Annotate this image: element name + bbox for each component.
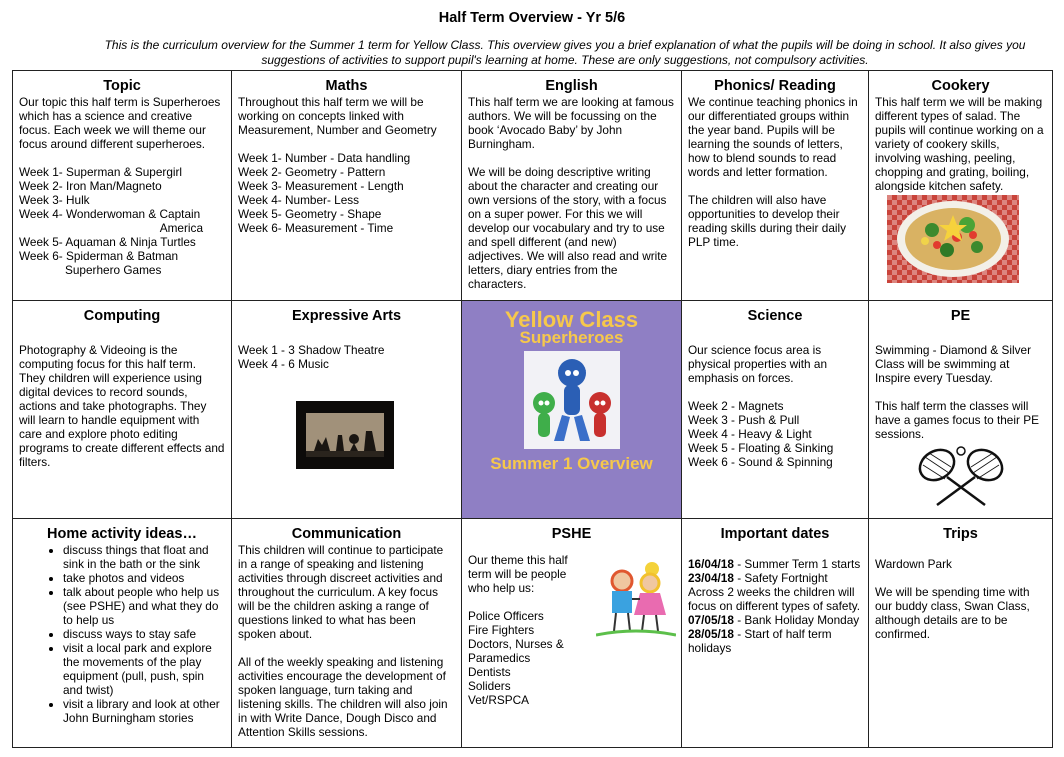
list-item: • talk about people who help us (see PSHE) and what they do to help us [63, 585, 225, 627]
communication-cell [232, 519, 462, 748]
science-week: Week 6 - Sound & Spinning [688, 455, 833, 469]
date-text: - Bank Holiday Monday [733, 613, 860, 627]
arts-text: Week 1 - 3 Shadow Theatre [238, 343, 385, 357]
english-heading: English [545, 78, 598, 94]
science-week: Week 3 - Push & Pull [688, 413, 800, 427]
pe-cell [869, 301, 1053, 519]
maths-week: Week 1- Number - Data handling [238, 151, 411, 165]
date-value: 28/05/18 [688, 627, 734, 641]
date-entry [688, 557, 862, 571]
tennis-rackets-icon [913, 445, 1009, 511]
topic-week: Week 6- Spiderman & Batman [19, 249, 179, 263]
arts-text: Week 4 - 6 Music [238, 357, 329, 371]
science-week: Week 5 - Floating & Sinking [688, 441, 834, 455]
computing-heading: Computing [83, 308, 161, 324]
maths-week: Week 4- Number- Less [238, 193, 360, 207]
maths-week: Week 6- Measurement - Time [238, 221, 394, 235]
list-item: • discuss ways to stay safe [63, 627, 225, 641]
science-week: Week 2 - Magnets [688, 399, 784, 413]
topic-week-cont: Superhero Games [65, 263, 162, 277]
science-week: Week 4 - Heavy & Light [688, 427, 812, 441]
date-text: - Summer Term 1 starts [733, 557, 861, 571]
topic-week: Week 4- Wonderwoman & Captain [19, 207, 201, 221]
class-name: Yellow Class [504, 307, 639, 332]
phonics-cell [682, 71, 869, 301]
arts-heading: Expressive Arts [291, 308, 402, 324]
date-text: - Safety Fortnight Across 2 weeks the children will focus on different types of safety. [688, 571, 861, 613]
shadow-theatre-image [296, 401, 394, 469]
pshe-cell [462, 519, 682, 748]
trips-text: We will be spending time with our buddy class, Swan Class, although details are to be confirmed. [875, 585, 1030, 641]
trips-heading: Trips [943, 526, 978, 542]
list-item: • visit a library and look at other John Burningham stories [63, 697, 225, 725]
pshe-item: Dentists [468, 665, 511, 679]
cookery-text: This half term we will be making different types of salad. The pupils will continue working on a variety of cookery skills, involving washing, peeling, chopping and grating, boiling, alongside kitchen safety. [875, 95, 1044, 193]
communication-text: All of the weekly speaking and listening activities encourage the development of spoken language, turn taking and listening skills. The children will also join in with Write Dance, Dough Disco and Attention Skills sessions. [238, 655, 448, 739]
maths-text: Throughout this half term we will be working on concepts linked with Measurement, Number and Geometry [238, 95, 437, 137]
science-heading: Science [747, 308, 803, 324]
home-activity-list [19, 543, 225, 725]
pe-text: Swimming - Diamond & Silver Class will be swimming at Inspire every Tuesday. [875, 343, 1032, 385]
pshe-heading: PSHE [551, 526, 592, 542]
home-heading: Home activity ideas… [47, 526, 197, 542]
topic-week-cont: America [159, 221, 203, 235]
trips-cell [869, 519, 1053, 748]
yellow-class-cell [462, 301, 682, 519]
arts-cell [232, 301, 462, 519]
topic-week: Week 1- Superman & Supergirl [19, 165, 183, 179]
pshe-item: Soliders [468, 679, 511, 693]
date-entry [688, 627, 862, 655]
science-text: Our science focus area is physical properties with an emphasis on forces. [688, 343, 828, 385]
date-value: 07/05/18 [688, 613, 734, 627]
pshe-item: Paramedics [468, 651, 531, 665]
communication-text: This children will continue to participate in a range of speaking and listening activities through discreet activities and throughout the curriculum. A key focus will be the children asking a range of questions linked to what has been spoken about. [238, 543, 444, 641]
list-item: • discuss things that float and sink in the bath or the sink [63, 543, 225, 571]
english-text: This half term we are looking at famous authors. We will be focussing on the book ‘Avocado Baby’ by John Burningham. [468, 95, 674, 151]
communication-heading: Communication [291, 526, 402, 542]
date-entry [688, 613, 862, 627]
topic-week: Week 2- Iron Man/Magneto [19, 179, 162, 193]
home-activity-cell [13, 519, 232, 748]
date-value: 16/04/18 [688, 557, 734, 571]
cookery-heading: Cookery [931, 78, 990, 94]
children-drawing-image [596, 559, 676, 637]
pshe-item: Doctors, Nurses & [468, 637, 564, 651]
dates-cell [682, 519, 869, 748]
topic-text: Our topic this half term is Superheroes which has a science and creative focus. Each week we will theme our focus around different superheroes. [19, 95, 221, 151]
pe-text: This half term the classes will have a games focus to their PE sessions. [875, 399, 1039, 441]
intro-text: This is the curriculum overview for the Summer 1 term for Yellow Class. This overview gives you a brief explanation of what the pupils will be doing in school. It also gives you suggestions of activities to support pupil's learning at home. These are only suggestions, not compulsory activities. [104, 38, 1026, 67]
maths-week: Week 5- Geometry - Shape [238, 207, 382, 221]
overview-grid [12, 70, 1053, 748]
topic-week: Week 5- Aquaman & Ninja Turtles [19, 235, 196, 249]
salad-bowl-image [887, 195, 1019, 283]
pshe-item: Vet/RSPCA [468, 693, 529, 707]
pshe-text: Our theme this half term will be people who help us: [468, 553, 568, 595]
pe-heading: PE [950, 308, 971, 324]
topic-cell [13, 71, 232, 301]
page-title: Half Term Overview - Yr 5/6 [438, 10, 626, 26]
cookery-cell [869, 71, 1053, 301]
pshe-item: Fire Fighters [468, 623, 535, 637]
list-item: • visit a local park and explore the movements of the play equipment (pull, push, spin and twist) [63, 641, 225, 697]
phonics-text: We continue teaching phonics in our differentiated groups within the year band. Pupils will be learning the sounds of letters, how to blend sounds to read words and letter formation. [688, 95, 858, 179]
maths-week: Week 2- Geometry - Pattern [238, 165, 386, 179]
topic-week: Week 3- Hulk [19, 193, 90, 207]
date-text: - Start of half term holidays [688, 627, 832, 655]
dates-heading: Important dates [720, 526, 830, 542]
trips-text: Wardown Park [875, 557, 952, 571]
maths-cell [232, 71, 462, 301]
overview-label: Summer 1 Overview [490, 454, 653, 473]
phonics-heading: Phonics/ Reading [714, 78, 836, 94]
date-value: 23/04/18 [688, 571, 734, 585]
phonics-text: The children will also have opportunities to develop their reading skills during their daily PLP time. [688, 193, 847, 249]
science-cell [682, 301, 869, 519]
english-text: We will be doing descriptive writing about the character and creating our own versions of the story, with a focus on a super power. For this we will develop our vocabulary and try to use and spell different (and new) adjectives. We will also read and write letters, diary entries from the characters. [468, 165, 668, 291]
class-topic: Superheroes [519, 328, 624, 347]
maths-heading: Maths [325, 78, 368, 94]
english-cell [462, 71, 682, 301]
list-item: • take photos and videos [63, 571, 225, 585]
computing-text: Photography & Videoing is the computing focus for this half term. They children will experience using digital devices to record sounds, actions and take photographs. They will learn to handle equipment with care and explore photo editing programs to create different effects and filters. [19, 343, 225, 469]
topic-heading: Topic [103, 78, 141, 94]
maths-week: Week 3- Measurement - Length [238, 179, 404, 193]
superheroes-image [524, 351, 620, 449]
date-entry [688, 571, 862, 613]
pshe-item: Police Officers [468, 609, 544, 623]
computing-cell [13, 301, 232, 519]
